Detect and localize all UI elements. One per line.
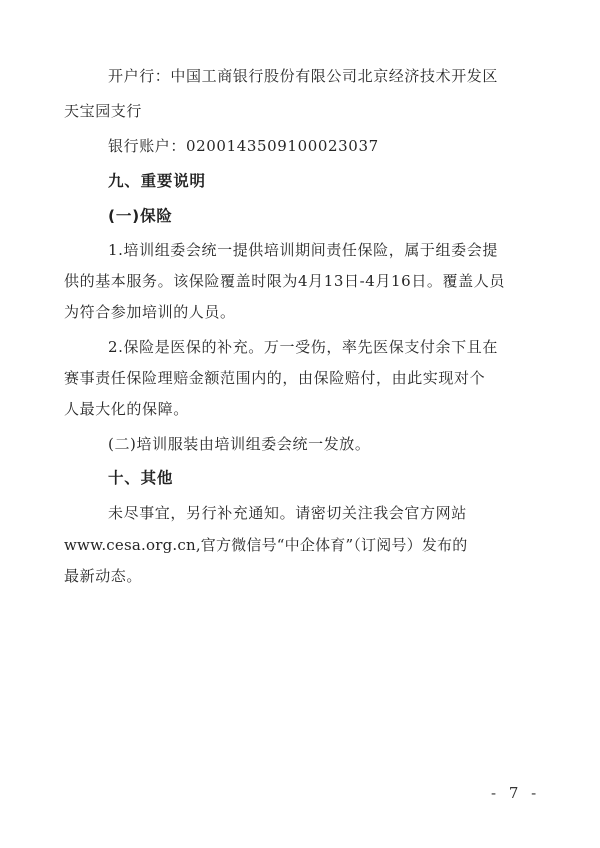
page-number: - 7 -	[491, 784, 541, 802]
paragraph-other-line-3: 最新动态。	[64, 567, 143, 585]
paragraph-insurance-1-line-1: 1.培训组委会统一提供培训期间责任保险，属于组委会提	[108, 241, 498, 259]
bank-name-line-cont: 天宝园支行	[64, 102, 143, 120]
bank-name-line: 开户行：中国工商银行股份有限公司北京经济技术开发区	[108, 67, 499, 85]
paragraph-insurance-2-line-1: 2.保险是医保的补充。万一受伤，率先医保支付余下且在	[108, 338, 498, 356]
paragraph-insurance-2-line-3: 人最大化的保障。	[64, 400, 189, 418]
paragraph-other-line-1: 未尽事宜，另行补充通知。请密切关注我会官方网站	[108, 504, 467, 522]
section-heading-other: 十、其他	[108, 469, 174, 487]
bank-account-line: 银行账户：0200143509100023037	[108, 137, 379, 155]
paragraph-clothing: (二)培训服装由培训组委会统一发放。	[108, 435, 371, 453]
paragraph-insurance-1-line-2: 供的基本服务。该保险覆盖时限为4月13日-4月16日。覆盖人员	[64, 272, 505, 290]
paragraph-other-line-2: www.cesa.org.cn,官方微信号“中企体育”（订阅号）发布的	[64, 536, 468, 554]
section-heading-important-notes: 九、重要说明	[108, 172, 206, 190]
paragraph-insurance-1-line-3: 为符合参加培训的人员。	[64, 303, 236, 321]
subsection-heading-insurance: (一)保险	[108, 207, 173, 225]
paragraph-insurance-2-line-2: 赛事责任保险理赔金额范围内的，由保险赔付，由此实现对个	[64, 369, 486, 387]
